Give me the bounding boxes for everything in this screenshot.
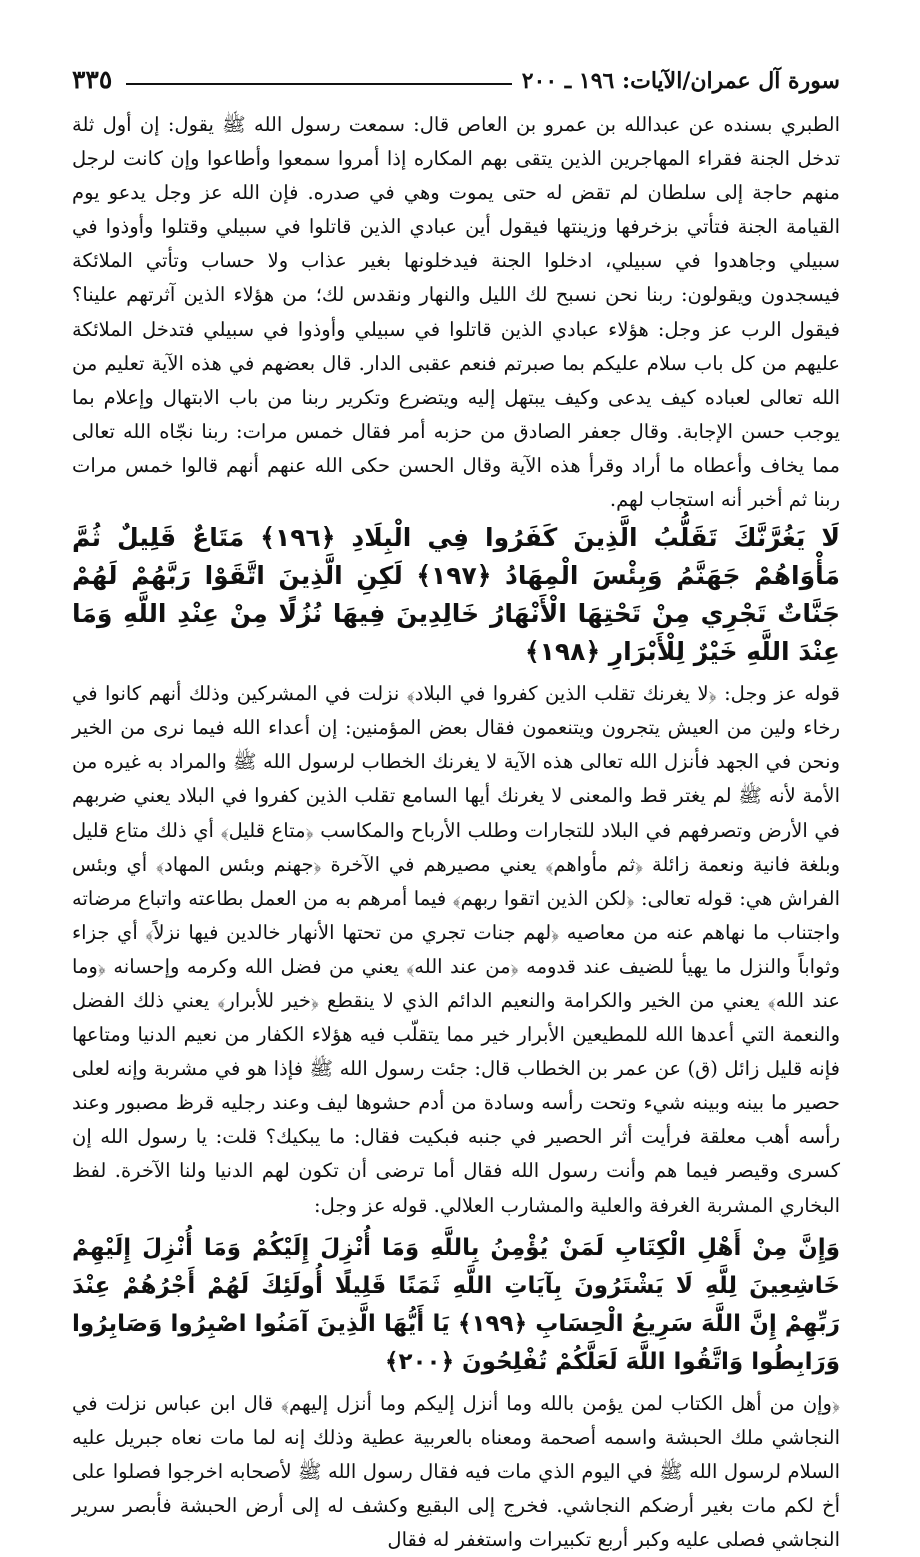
page-number: ٣٣٥ <box>72 65 113 94</box>
quran-verse-196-198: لَا يَغُرَّنَّكَ تَقَلُّبُ الَّذِينَ كَفَرُوا فِي الْبِلَادِ ﴿١٩٦﴾ مَتَاعٌ قَلِيلٌ ثُمَّ مَأْوَاهُمْ جَهَنَّمُ وَبِئْسَ الْمِهَادُ ﴿١٩٧﴾ لَكِنِ الَّذِينَ اتَّقَوْا رَبَّهُمْ لَهُمْ جَنَّاتٌ تَجْرِي مِنْ تَحْتِهَا الْأَنْهَارُ خَالِدِينَ فِيهَا نُزُلًا مِنْ عِنْدِ اللَّهِ وَمَا عِنْدَ اللَّهِ خَيْرٌ لِلْأَبْرَارِ ﴿١٩٨﴾ <box>72 523 840 667</box>
commentary-paragraph-2: قوله عز وجل: ﴿لا يغرنك تقلب الذين كفروا في البلاد﴾ نزلت في المشركين وذلك أنهم كانوا في رخاء ولين من العيش يتجرون ويتنعمون فقال بعض المؤمنين: إن أعداء الله فيما نرى من الخير ونحن في الجهد فأنزل الله تعالى هذه الآية لا يغرنك الخطاب لرسول الله ﷺ والمراد به غيره من الأمة لأنه ﷺ لم يغتر قط والمعنى لا يغرنك أيها السامع تقلب الذين كفروا في البلاد يعني ضربهم في الأرض وتصرفهم في البلاد للتجارات وطلب الأرباح والمكاسب ﴿متاع قليل﴾ أي ذلك متاع قليل وبلغة فانية ونعمة زائلة ﴿ثم مأواهم﴾ يعني مصيرهم في الآخرة ﴿جهنم وبئس المهاد﴾ أي وبئس الفراش هي: قوله تعالى: ﴿لكن الذين اتقوا ربهم﴾ فيما أمرهم به من العمل بطاعته واتباع مرضاته واجتناب ما نهاهم عنه من معاصيه ﴿لهم جنات تجري من تحتها الأنهار خالدين فيها نزلاً﴾ أي جزاء وثواباً والنزل ما يهيأ للضيف عند قدومه ﴿من عند الله﴾ يعني من فضل الله وكرمه وإحسانه ﴿وما عند الله﴾ يعني من الخير والكرامة والنعيم الدائم الذي لا ينقطع ﴿خير للأبرار﴾ يعني ذلك الفضل والنعمة التي أعدها الله للمطيعين الأبرار خير مما يتقلّب فيه هؤلاء الكفار من نعيم الدنيا ومتاعها فإنه قليل زائل (ق) عن عمر بن الخطاب قال: جئت رسول الله ﷺ فإذا هو في مشربة وإنه لعلى حصير ما بينه وبينه شيء وتحت رأسه وسادة من أدم حشوها ليف وعند رجليه قرظ مصبور وعند رأسه أهب معلقة فرأيت أثر الحصير في جنبه فبكيت فقال: ما يبكيك؟ قلت: يا رسول الله إن كسرى وقيصر فيما هم وأنت رسول الله فقال أما ترضى أن تكون لهم الدنيا ولنا الآخرة. لفظ البخاري المشربة الغرفة والعلية والمشارب العلالي. قوله عز وجل: <box>72 682 840 1217</box>
quran-verse-199-200: وَإِنَّ مِنْ أَهْلِ الْكِتَابِ لَمَنْ يُؤْمِنُ بِاللَّهِ وَمَا أُنْزِلَ إِلَيْكُمْ وَمَا أُنْزِلَ إِلَيْهِمْ خَاشِعِينَ لِلَّهِ لَا يَشْتَرُونَ بِآيَاتِ اللَّهِ ثَمَنًا قَلِيلًا أُولَئِكَ لَهُمْ أَجْرُهُمْ عِنْدَ رَبِّهِمْ إِنَّ اللَّهَ سَرِيعُ الْحِسَابِ ﴿١٩٩﴾ يَا أَيُّهَا الَّذِينَ آمَنُوا اصْبِرُوا وَصَابِرُوا وَرَابِطُوا وَاتَّقُوا اللَّهَ لَعَلَّكُمْ تُفْلِحُونَ ﴿٢٠٠﴾ <box>72 1234 840 1375</box>
header-rule <box>126 83 511 85</box>
page-header <box>72 54 840 94</box>
commentary-paragraph-1: الطبري بسنده عن عبدالله بن عمرو بن العاص قال: سمعت رسول الله ﷺ يقول: إن أول ثلة تدخل الجنة فقراء المهاجرين الذين يتقى بهم المكاره إذا أمروا سمعوا وأطاعوا وإن كانت لرجل منهم حاجة إلى سلطان لم تقض له حتى يموت وهي في صدره. فإن الله عز وجل يدعو يوم القيامة الجنة فتأتي بزخرفها وزينتها فيقول أين عبادي الذين قاتلوا في سبيلي وقتلوا وأوذوا في سبيلي وجاهدوا في سبيلي، ادخلوا الجنة فيدخلونها بغير عذاب ولا حساب وتأتي الملائكة فيسجدون ويقولون: ربنا نحن نسبح لك الليل والنهار ونقدس لك؛ من هؤلاء الذين آثرتهم علينا؟ فيقول الرب عز وجل: هؤلاء عبادي الذين قاتلوا في سبيلي وأوذوا في سبيلي فتدخل الملائكة عليهم من كل باب سلام عليكم بما صبرتم فنعم عقبى الدار. قال بعضهم في هذه الآية تعليم من الله تعالى لعباده كيف يدعى وكيف يبتهل إليه ويتضرع وتكرير ربنا من باب الابتهال وإعلام بما يوجب حسن الإجابة. وقال جعفر الصادق من حزبه أمر فقال خمس مرات: ربنا نجّاه الله تعالى مما يخاف وأعطاه ما أراد وقرأ هذه الآية وقال الحسن حكى الله عنهم أنهم قالوا خمس مرات ربنا ثم أخبر أنه استجاب لهم. <box>72 113 840 512</box>
page-body <box>72 108 840 1557</box>
commentary-paragraph-3: ﴿وإن من أهل الكتاب لمن يؤمن بالله وما أنزل إليكم وما أنزل إليهم﴾ قال ابن عباس نزلت في النجاشي ملك الحبشة واسمه أصحمة ومعناه بالعربية عطية وذلك إنه لما مات نعاه جبريل عليه السلام لرسول الله ﷺ في اليوم الذي مات فيه فقال رسول الله ﷺ لأصحابه اخرجوا فصلوا على أخ لكم مات بغير أرضكم النجاشي. فخرج إلى البقيع وكشف له إلى أرض الحبشة فأبصر سرير النجاشي فصلى عليه وكبر أربع تكبيرات واستغفر له فقال <box>72 1391 840 1551</box>
running-title: سورة آل عمران/الآيات: ١٩٦ ـ ٢٠٠ <box>521 68 840 94</box>
